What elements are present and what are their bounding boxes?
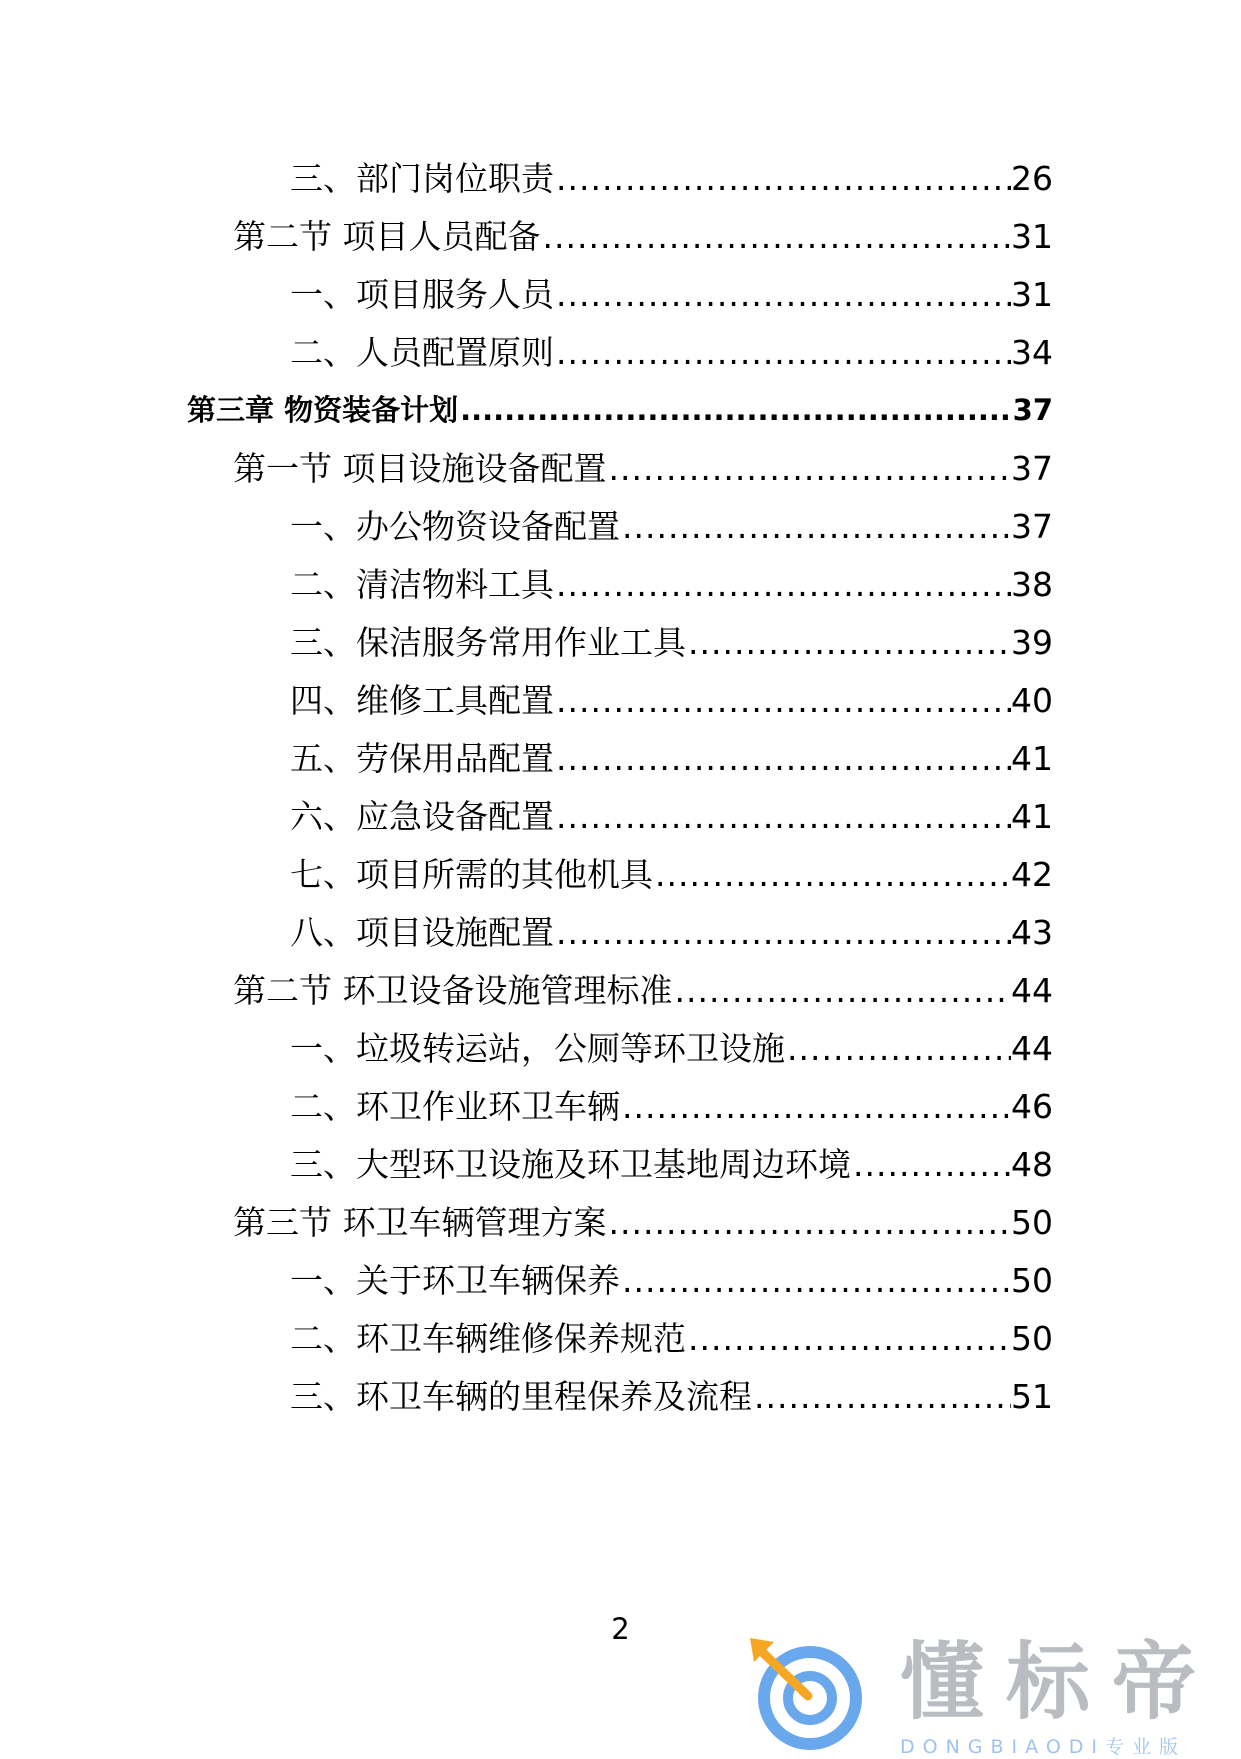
toc-entry[interactable] bbox=[290, 1073, 1053, 1126]
toc-leader-dots bbox=[541, 220, 1012, 253]
toc-entry[interactable] bbox=[290, 783, 1053, 836]
target-arrow-icon bbox=[748, 1636, 868, 1754]
toc-entry[interactable] bbox=[290, 667, 1053, 720]
toc-entry-title: 一、项目服务人员 bbox=[290, 275, 554, 314]
toc-entry-page: 46 bbox=[1011, 1087, 1053, 1126]
toc-leader-dots bbox=[554, 800, 1011, 833]
toc-entry[interactable] bbox=[290, 319, 1053, 372]
toc-leader-dots bbox=[752, 1380, 1011, 1413]
toc-entry[interactable] bbox=[290, 725, 1053, 778]
toc-entry-page: 26 bbox=[1011, 159, 1053, 198]
toc-entry-page: 44 bbox=[1011, 1029, 1053, 1068]
toc-leader-dots bbox=[686, 626, 1011, 659]
toc-entry[interactable] bbox=[290, 1131, 1053, 1184]
toc-entry-page: 50 bbox=[1011, 1261, 1053, 1300]
toc-leader-dots bbox=[554, 336, 1011, 369]
toc-entry-title: 二、清洁物料工具 bbox=[290, 565, 554, 604]
toc-leader-dots bbox=[607, 1206, 1012, 1239]
toc-entry-page: 48 bbox=[1011, 1145, 1053, 1184]
toc-entry[interactable] bbox=[290, 493, 1053, 546]
toc-entry-title: 三、环卫车辆的里程保养及流程 bbox=[290, 1377, 752, 1416]
toc-entry-title: 第二节 环卫设备设施管理标准 bbox=[233, 971, 673, 1010]
toc-entry-page: 37 bbox=[1012, 393, 1053, 427]
toc-leader-dots bbox=[554, 916, 1011, 949]
watermark-subtitle: DONGBIAODI专业版 bbox=[900, 1736, 1187, 1758]
toc-entry[interactable] bbox=[290, 841, 1053, 894]
toc-entry[interactable] bbox=[233, 435, 1053, 488]
toc-entry[interactable] bbox=[290, 551, 1053, 604]
toc-entry-page: 44 bbox=[1011, 971, 1053, 1010]
toc-entry-page: 31 bbox=[1011, 275, 1053, 314]
toc-entry-title: 第三章 物资装备计划 bbox=[187, 393, 459, 427]
toc-entry-page: 38 bbox=[1011, 565, 1053, 604]
toc-leader-dots bbox=[554, 742, 1011, 775]
watermark-brand: 懂标帝 bbox=[900, 1633, 1219, 1731]
toc-leader-dots bbox=[554, 162, 1011, 195]
toc-entry-page: 41 bbox=[1011, 797, 1053, 836]
watermark bbox=[748, 1633, 1238, 1758]
toc-entry-page: 39 bbox=[1011, 623, 1053, 662]
toc-entry-page: 37 bbox=[1011, 449, 1053, 488]
toc-entry-title: 第三节 环卫车辆管理方案 bbox=[233, 1203, 607, 1242]
toc-entry-title: 四、维修工具配置 bbox=[290, 681, 554, 720]
toc-leader-dots bbox=[851, 1148, 1011, 1181]
toc-entry-page: 40 bbox=[1011, 681, 1053, 720]
toc-entry[interactable] bbox=[233, 203, 1053, 256]
toc-entry-title: 五、劳保用品配置 bbox=[290, 739, 554, 778]
toc-entry-title: 一、关于环卫车辆保养 bbox=[290, 1261, 620, 1300]
toc-entry[interactable] bbox=[290, 899, 1053, 952]
toc-entry[interactable] bbox=[290, 1015, 1053, 1068]
toc-entry-page: 43 bbox=[1011, 913, 1053, 952]
toc-entry[interactable] bbox=[233, 1189, 1053, 1242]
toc-entry[interactable] bbox=[290, 1247, 1053, 1300]
toc-entry[interactable] bbox=[290, 1363, 1053, 1416]
toc-leader-dots bbox=[554, 278, 1011, 311]
toc-entry-title: 一、办公物资设备配置 bbox=[290, 507, 620, 546]
toc-entry-title: 二、环卫作业环卫车辆 bbox=[290, 1087, 620, 1126]
toc-leader-dots bbox=[607, 452, 1012, 485]
toc-entry-title: 三、大型环卫设施及环卫基地周边环境 bbox=[290, 1145, 851, 1184]
toc-entry-page: 34 bbox=[1011, 333, 1053, 372]
toc-entry-page: 50 bbox=[1011, 1203, 1053, 1242]
toc-entry-title: 第一节 项目设施设备配置 bbox=[233, 449, 607, 488]
toc-entry[interactable] bbox=[290, 261, 1053, 314]
toc-leader-dots bbox=[653, 858, 1011, 891]
page-number: 2 bbox=[611, 1612, 630, 1646]
toc-entry-title: 三、部门岗位职责 bbox=[290, 159, 554, 198]
toc-leader-dots bbox=[785, 1032, 1011, 1065]
toc-entry-title: 六、应急设备配置 bbox=[290, 797, 554, 836]
toc-leader-dots bbox=[620, 1090, 1011, 1123]
toc-entry-page: 42 bbox=[1011, 855, 1053, 894]
toc-leader-dots bbox=[554, 568, 1011, 601]
toc-leader-dots bbox=[554, 684, 1011, 717]
toc-entry-title: 第二节 项目人员配备 bbox=[233, 217, 541, 256]
toc-leader-dots bbox=[458, 396, 1013, 425]
toc-entry[interactable] bbox=[290, 609, 1053, 662]
toc-leader-dots bbox=[620, 510, 1011, 543]
toc-leader-dots bbox=[686, 1322, 1011, 1355]
toc-entry-title: 八、项目设施配置 bbox=[290, 913, 554, 952]
toc-leader-dots bbox=[620, 1264, 1011, 1297]
toc-entry[interactable] bbox=[290, 145, 1053, 198]
toc-entry-page: 41 bbox=[1011, 739, 1053, 778]
toc-entry-page: 51 bbox=[1011, 1377, 1053, 1416]
toc-entry-title: 二、人员配置原则 bbox=[290, 333, 554, 372]
toc-entry[interactable] bbox=[233, 957, 1053, 1010]
toc-chapter-entry[interactable] bbox=[187, 375, 1053, 425]
toc-entry-title: 七、项目所需的其他机具 bbox=[290, 855, 653, 894]
toc-entry-title: 三、保洁服务常用作业工具 bbox=[290, 623, 686, 662]
toc-entry-page: 37 bbox=[1011, 507, 1053, 546]
toc-entry[interactable] bbox=[290, 1305, 1053, 1358]
toc-entry-page: 50 bbox=[1011, 1319, 1053, 1358]
toc-entry-page: 31 bbox=[1011, 217, 1053, 256]
toc-entry-title: 一、垃圾转运站，公厕等环卫设施 bbox=[290, 1029, 785, 1068]
toc-leader-dots bbox=[673, 974, 1012, 1007]
toc-entry-title: 二、环卫车辆维修保养规范 bbox=[290, 1319, 686, 1358]
